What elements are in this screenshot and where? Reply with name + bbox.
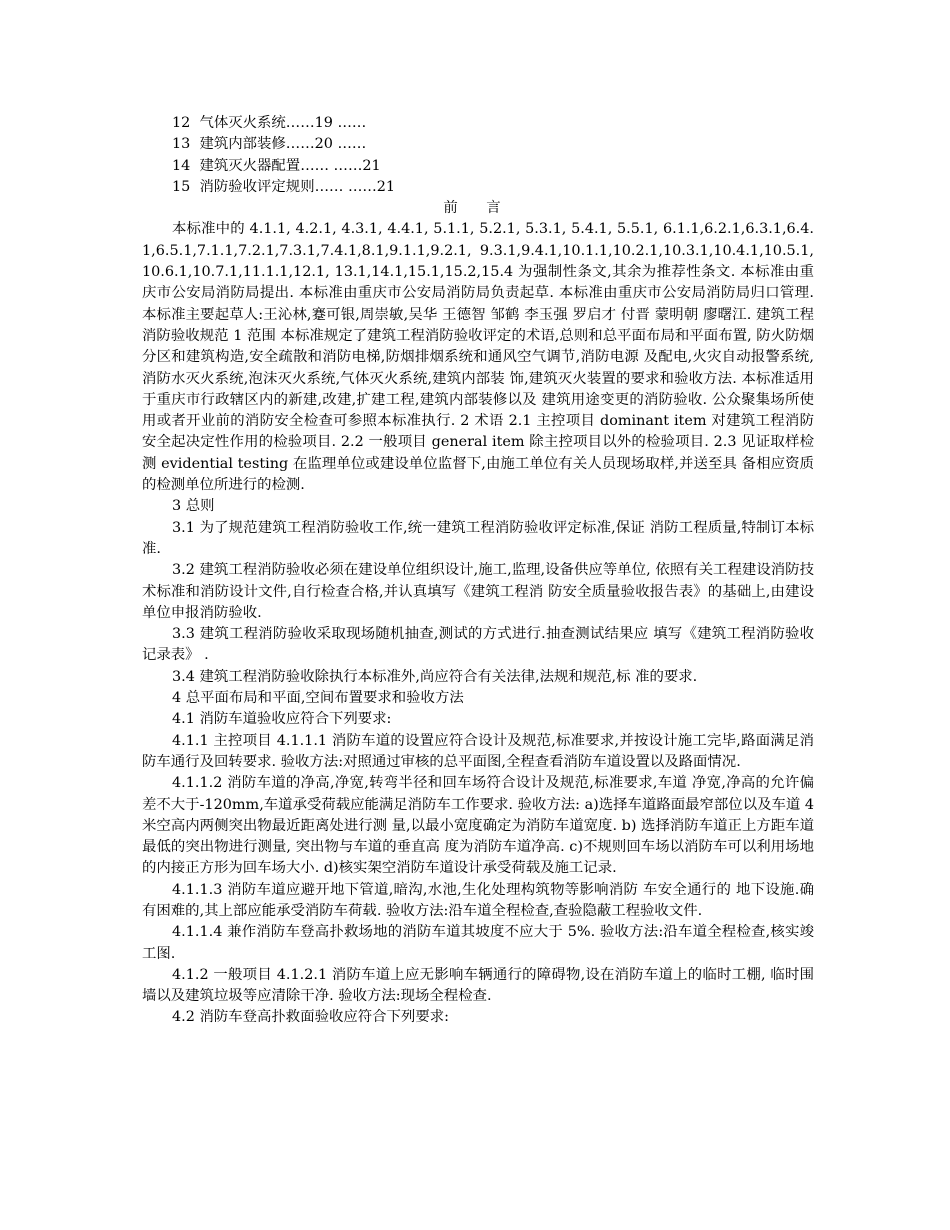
paragraph: 3.3 建筑工程消防验收采取现场随机抽查,测试的方式进行.抽查测试结果应 填写《建筑工程消防验收记录表》 . (142, 626, 814, 664)
paragraph: 4.2 消防车登高扑救面验收应符合下列要求: (172, 1009, 449, 1026)
toc-entry: 15 消防验收评定规则…… ……21 (172, 178, 396, 195)
paragraph-preface-body: 本标准中的 4.1.1, 4.2.1, 4.3.1, 4.4.1, 5.1.1, 5.2.1, 5.3.1, 5.4.1, 5.5.1, 6.1.1,6.2.1,6.3.1,6.4.1,6.5.1,7.1.1,7.2.1,7.3.1,7.4.1,8.1,9.1.1,9.2.1, 9.3.1,9.4.1,10.1.1,10.2.1,10.3.1,10.4.1,10.5.1,10.6.1,10.7.1,11.1.1,12.1, 13.1,14.1,15.1,15.2,15.4 为强制性条文,其余为推荐性条文. 本标准由重庆市公安局消防局提出. 本标准由重庆市公安局消防局负责起草. 本标准由重庆市公安局消防局归口管理. 本标准主要起草人:王沁林,蹇可银,周崇敏,吴华 王德智 邹鹤 李玉强 罗启才 付晋 蒙明朝 廖曙江. 建筑工程消防验收规范 1 范围 本标准规定了建筑工程消防验收评定的术语,总则和总平面布局和平面布置, 防火防烟分区和建筑构造,安全疏散和消防电梯,防烟排烟系统和通风空气调节,消防电源 及配电,火灾自动报警系统,消防水灭火系统,泡沫灭火系统,气体灭火系统,建筑内部装 饰,建筑灭火装置的要求和验收方法. 本标准适用于重庆市行政辖区内的新建,改建,扩建工程,建筑内部装修以及 建筑用途变更的消防验收. 公众聚集场所使用或者开业前的消防安全检查可参照本标准执行. 2 术语 2.1 主控项目 dominant item 对建筑工程消防安全起决定性作用的检验项目. 2.2 一般项目 general item 除主控项目以外的检验项目. 2.3 见证取样检测 evidential testing 在监理单位或建设单位监督下,由施工单位有关人员现场取样,并送至具 备相应资质的检测单位所进行的检测. (142, 221, 814, 494)
paragraph: 4.1.1 主控项目 4.1.1.1 消防车道的设置应符合设计及规范,标准要求,并按设计施工完毕,路面满足消防车通行及回转要求. 验收方法:对照通过审核的总平面图,全程查看消防车道设置以及路面情况. (142, 732, 814, 770)
paragraph: 4.1.1.2 消防车道的净高,净宽,转弯半径和回车场符合设计及规范,标准要求,车道 净宽,净高的允许偏差不大于-120mm,车道承受荷载应能满足消防车工作要求. 验收方法: a)选择车道路面最窄部位以及车道 4 米空高内两侧突出物最近距离处进行测 量,以最小宽度确定为消防车道宽度. b) 选择消防车道正上方距车道最低的突出物进行测量, 突出物与车道的垂直高 度为消防车道净高. c)不规则回车场以消防车可以利用场地的内接正方形为回车场大小. d)核实架空消防车道设计承受荷载及施工记录. (142, 775, 814, 877)
table-of-contents (142, 113, 814, 198)
paragraph: 4.1.1.4 兼作消防车登高扑救场地的消防车道其坡度不应大于 5%. 验收方法:沿车道全程检查,核实竣工图. (142, 924, 814, 962)
paragraph: 4.1.1.3 消防车道应避开地下管道,暗沟,水池,生化处理构筑物等影响消防 车安全通行的 地下设施.确有困难的,其上部应能承受消防车荷载. 验收方法:沿车道全程检查,查验隐蔽工程验收文件. (142, 881, 814, 919)
paragraph: 3.1 为了规范建筑工程消防验收工作,统一建筑工程消防验收评定标准,保证 消防工程质量,特制订本标准. (142, 519, 814, 557)
section-heading: 3 总则 (172, 498, 215, 515)
toc-entry: 14 建筑灭火器配置…… ……21 (172, 157, 381, 174)
paragraph: 3.4 建筑工程消防验收除执行本标准外,尚应符合有关法律,法规和规范,标 准的要求. (172, 668, 698, 685)
paragraph: 4.1 消防车道验收应符合下列要求: (172, 711, 392, 728)
preface-title: 前 言 (443, 200, 513, 217)
paragraph: 4.1.2 一般项目 4.1.2.1 消防车道上应无影响车辆通行的障碍物,设在消防车道上的临时工棚, 临时围墙以及建筑垃圾等应清除干净. 验收方法:现场全程检查. (142, 966, 814, 1005)
document-page (142, 113, 814, 1029)
section-heading: 4 总平面布局和平面,空间布置要求和验收方法 (172, 690, 464, 707)
toc-entry: 13 建筑内部装修……20 …… (172, 136, 367, 153)
paragraph: 3.2 建筑工程消防验收必须在建设单位组织设计,施工,监理,设备供应等单位, 依照有关工程建设消防技术标准和消防设计文件,自行检查合格,并认真填写《建筑工程消 防安全质量验收报告表》的基础上,由建设单位申报消防验收. (142, 562, 814, 621)
toc-entry: 12 气体灭火系统……19 …… (172, 115, 367, 131)
